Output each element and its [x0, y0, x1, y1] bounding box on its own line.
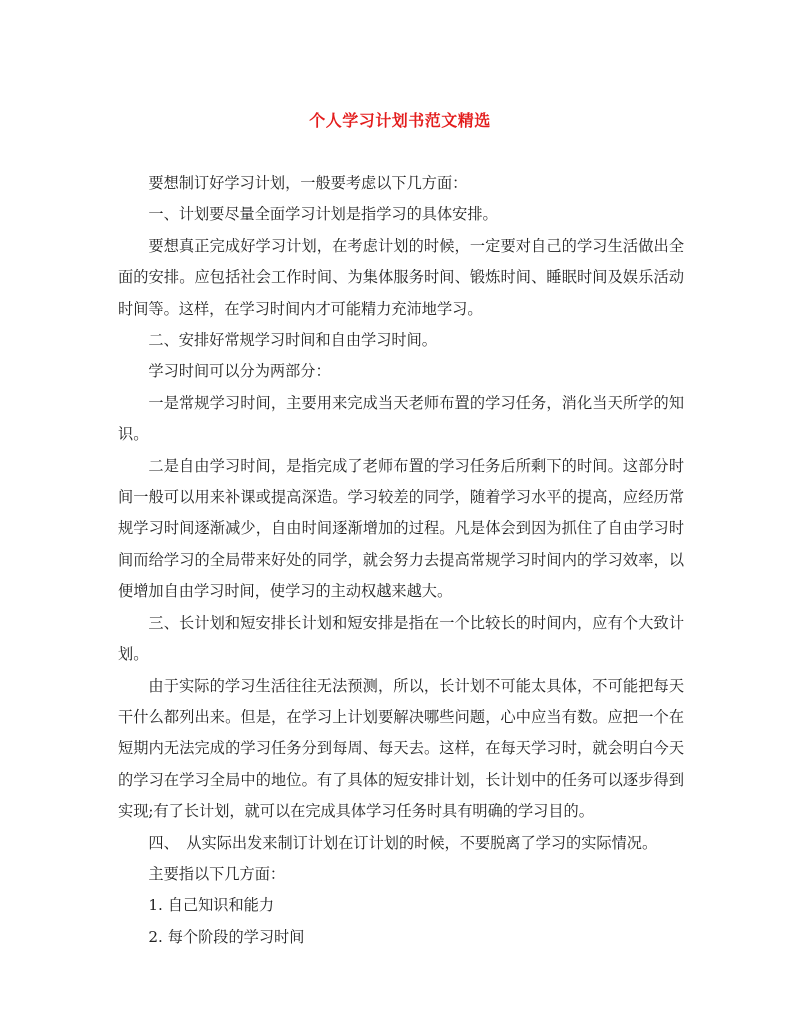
- paragraph: 二是自由学习时间，是指完成了老师布置的学习任务后所剩下的时间。这部分时间一般可以用来补课或提高深造。学习较差的同学，随着学习水平的提高，应经历常规学习时间逐渐减少，自由时间逐渐增加的过程。凡是体会到因为抓住了自由学习时间而给学习的全局带来好处的同学，就会努力去提高常规学习时间内的学习效率，以便增加自由学习时间，使学习的主动权越来越大。: [118, 456, 684, 601]
- paragraph: 一是常规学习时间，主要用来完成当天老师布置的学习任务，消化当天所学的知识。: [118, 393, 684, 444]
- paragraph: 一、计划要尽量全面学习计划是指学习的具体安排。: [148, 205, 498, 224]
- paragraph: 要想真正完成好学习计划，在考虑计划的时候，一定要对自己的学习生活做出全面的安排。应包括社会工作时间、为集体服务时间、锻炼时间、睡眠时间及娱乐活动时间等。这样，在学习时间内才可能精力充沛地学习。: [118, 236, 684, 318]
- paragraph: 由于实际的学习生活往往无法预测，所以，长计划不可能太具体，不可能把每天干什么都列出来。但是，在学习上计划要解决哪些问题，心中应当有数。应把一个在短期内无法完成的学习任务分到每周、每天去。这样，在每天学习时，就会明白今天的学习在学习全局中的地位。有了具体的短安排计划，长计划中的任务可以逐步得到实现;有了长计划，就可以在完成具体学习任务时具有明确的学习目的。: [118, 676, 684, 821]
- paragraph: 三、长计划和短安排长计划和短安排是指在一个比较长的时间内，应有个大致计划。: [118, 613, 684, 664]
- paragraph: 要想制订好学习计划，一般要考虑以下几方面：: [148, 174, 468, 192]
- document-title: 个人学习计划书范文精选: [309, 111, 491, 130]
- list-item: 2. 每个阶段的学习时间: [148, 927, 305, 946]
- paragraph: 四、 从实际出发来制订计划在订计划的时候，不要脱离了学习的实际情况。: [148, 833, 658, 852]
- paragraph: 二、安排好常规学习时间和自由学习时间。: [148, 331, 437, 350]
- paragraph: 学习时间可以分为两部分：: [148, 362, 331, 381]
- paragraph: 主要指以下几方面：: [148, 864, 286, 883]
- document-body: [118, 168, 684, 953]
- list-item: 1. 自己知识和能力: [148, 896, 275, 915]
